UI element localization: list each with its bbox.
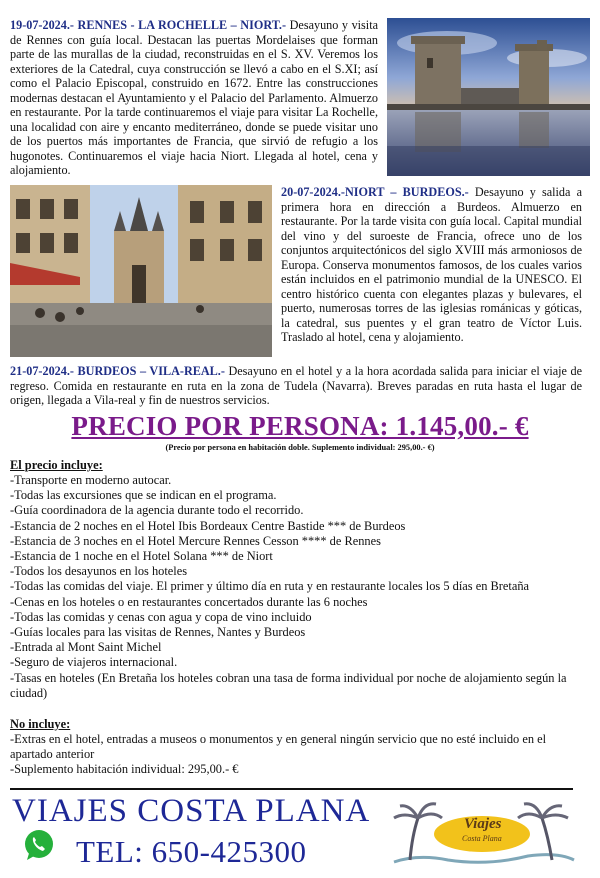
list-item: -Todas las comidas del viaje. El primer y último día en ruta y en restaurante locales los 5 días en Bretaña [10, 579, 530, 594]
day2-header: 20-07-2024.-NIORT – BURDEOS.- [281, 185, 469, 199]
list-item: -Extras en el hotel, entradas a museos o monumentos y en general ningún servicio que no esté incluido en el apartado anterior [10, 732, 547, 762]
la-rochelle-illustration [387, 18, 590, 176]
list-item: -Guía coordinadora de la agencia durante todo el recorrido. [10, 503, 304, 518]
bordeaux-photo [10, 185, 272, 357]
list-item: -Estancia de 3 noches en el Hotel Mercure Rennes Cesson **** de Rennes [10, 533, 381, 548]
day2-text [281, 185, 582, 345]
phone-number[interactable]: TEL: 650-425300 [76, 834, 307, 869]
list-item: -Guías locales para las visitas de Rennes, Nantes y Burdeos [10, 625, 306, 640]
list-item: -Todas las comidas y cenas con agua y copa de vino incluido [10, 609, 312, 624]
includes-title: El precio incluye: [10, 458, 103, 472]
list-item: -Transporte en moderno autocar. [10, 473, 172, 487]
footer-divider [10, 788, 573, 790]
list-item: -Estancia de 2 noches en el Hotel Ibis Bordeaux Centre Bastide *** de Burdeos [10, 518, 406, 533]
list-item: -Suplemento habitación individual: 295,00.- € [10, 762, 239, 777]
logo-text-viajes: Viajes [464, 816, 502, 832]
list-item: -Entrada al Mont Saint Michel [10, 640, 162, 655]
list-item: -Cenas en los hoteles o en restaurantes concertados durante las 6 noches [10, 594, 368, 609]
agency-logo [388, 796, 576, 868]
whatsapp-icon[interactable] [22, 828, 56, 862]
includes-list [10, 473, 586, 701]
day3-header: 21-07-2024.- BURDEOS – VILA-REAL.- [10, 364, 225, 378]
excludes-title: No incluye: [10, 717, 71, 731]
price-note: (Precio por persona en habitación doble. Suplemento individual: 295,00.- €) [165, 443, 435, 452]
day1-header: 19-07-2024.- RENNES - LA ROCHELLE – NIORT.- [10, 18, 287, 32]
price-title: PRECIO POR PERSONA: 1.145,00.- € [71, 411, 529, 441]
list-item: -Todos los desayunos en los hoteles [10, 564, 188, 579]
list-item: -Todas las excursiones que se indican en el programa. [10, 488, 277, 503]
la-rochelle-photo [387, 18, 590, 176]
excludes-list [10, 732, 586, 778]
day2-body: Desayuno y salida a primera hora en dirección a Burdeos. Almuerzo en restaurante. Por la tarde visita con guía local. Capital mundial del vino y del suroeste de Francia, ofrece uno de los conjuntos arquitectónicos del siglo XVIII más armoniosos de Europa. Conserva monumentos famosos, de los cuales varios están incluidos en el patrimonio mundial de la UNESCO. El centro histórico cuenta con elegantes plazas y bulevares, el puerto, numerosas torres de las iglesias románicas y góticas, la catedral, sus puentes y el gran teatro de Víctor Luis. Traslado al hotel, cena y alojamiento. [281, 185, 583, 344]
bordeaux-illustration [10, 185, 272, 357]
day1-body: Desayuno y visita de Rennes con guía local. Destacan las puertas Mordelaises que forman parte de las murallas de la ciudad, reconstruidas en el S. XV. Veremos los exteriores de la Catedral, cuya construcción se llevó a cabo en el S.XI; así como el Palacio Episcopal, construido en 1672. Entre las construcciones modernas destacan el Ayuntamiento y el Palacio del Parlamento. Almuerzo en restaurante. Por la tarde continuaremos el viaje para visitar La Rochelle, una localidad con aire y encanto mediterráneo, donde se puede visitar uno de los puertos más importantes de Francia, que sirvió de refugio a los hugonotes. Continuaremos el viaje hacia Niort. Llegada al hotel, cena y alojamiento. [10, 18, 378, 177]
logo-text-costa-plana: Costa Plana [462, 834, 502, 843]
day3-text [10, 364, 582, 408]
agency-name: VIAJES COSTA PLANA [12, 793, 371, 829]
list-item: -Estancia de 1 noche en el Hotel Solana *** de Niort [10, 549, 273, 564]
list-item: -Seguro de viajeros internacional. [10, 655, 178, 670]
day1-text [10, 18, 378, 178]
list-item: -Tasas en hoteles (En Bretaña los hoteles cobran una tasa de forma individual por noche de alojamiento según la ciudad) [10, 670, 567, 700]
day3-body: Desayuno en el hotel y a la hora acordada salida para iniciar el viaje de regreso. Comida en restaurante en ruta en la zona de Tudela (Navarra). Breves paradas en ruta hasta el lugar de origen, llegada a Vila-real y fin de nuestros servicios. [10, 364, 582, 407]
